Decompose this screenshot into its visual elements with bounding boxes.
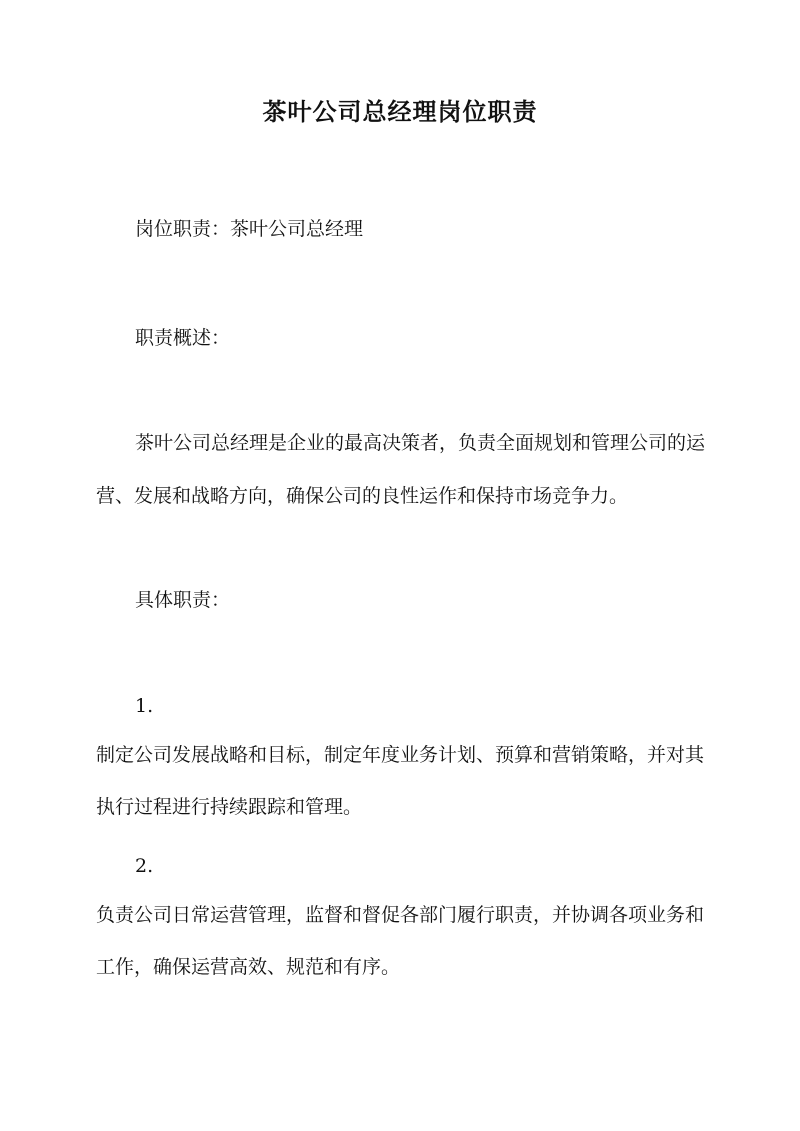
duty-number-2: 2. bbox=[135, 855, 154, 877]
position-line: 岗位职责：茶叶公司总经理 bbox=[135, 218, 364, 240]
duty-2-line-2: 工作，确保运营高效、规范和有序。 bbox=[96, 956, 401, 978]
duty-number-1: 1. bbox=[135, 695, 154, 717]
duty-1-line-1: 制定公司发展战略和目标，制定年度业务计划、预算和营销策略，并对其 bbox=[96, 744, 705, 766]
overview-paragraph-line-1: 茶叶公司总经理是企业的最高决策者，负责全面规划和管理公司的运 bbox=[135, 432, 706, 454]
document-title: 茶叶公司总经理岗位职责 bbox=[262, 97, 538, 126]
duties-heading: 具体职责： bbox=[135, 589, 231, 611]
duty-2-line-1: 负责公司日常运营管理，监督和督促各部门履行职责，并协调各项业务和 bbox=[96, 904, 705, 926]
duty-1-line-2: 执行过程进行持续跟踪和管理。 bbox=[96, 796, 363, 818]
overview-heading: 职责概述： bbox=[135, 327, 231, 349]
overview-paragraph-line-2: 营、发展和战略方向，确保公司的良性运作和保持市场竞争力。 bbox=[96, 485, 629, 507]
